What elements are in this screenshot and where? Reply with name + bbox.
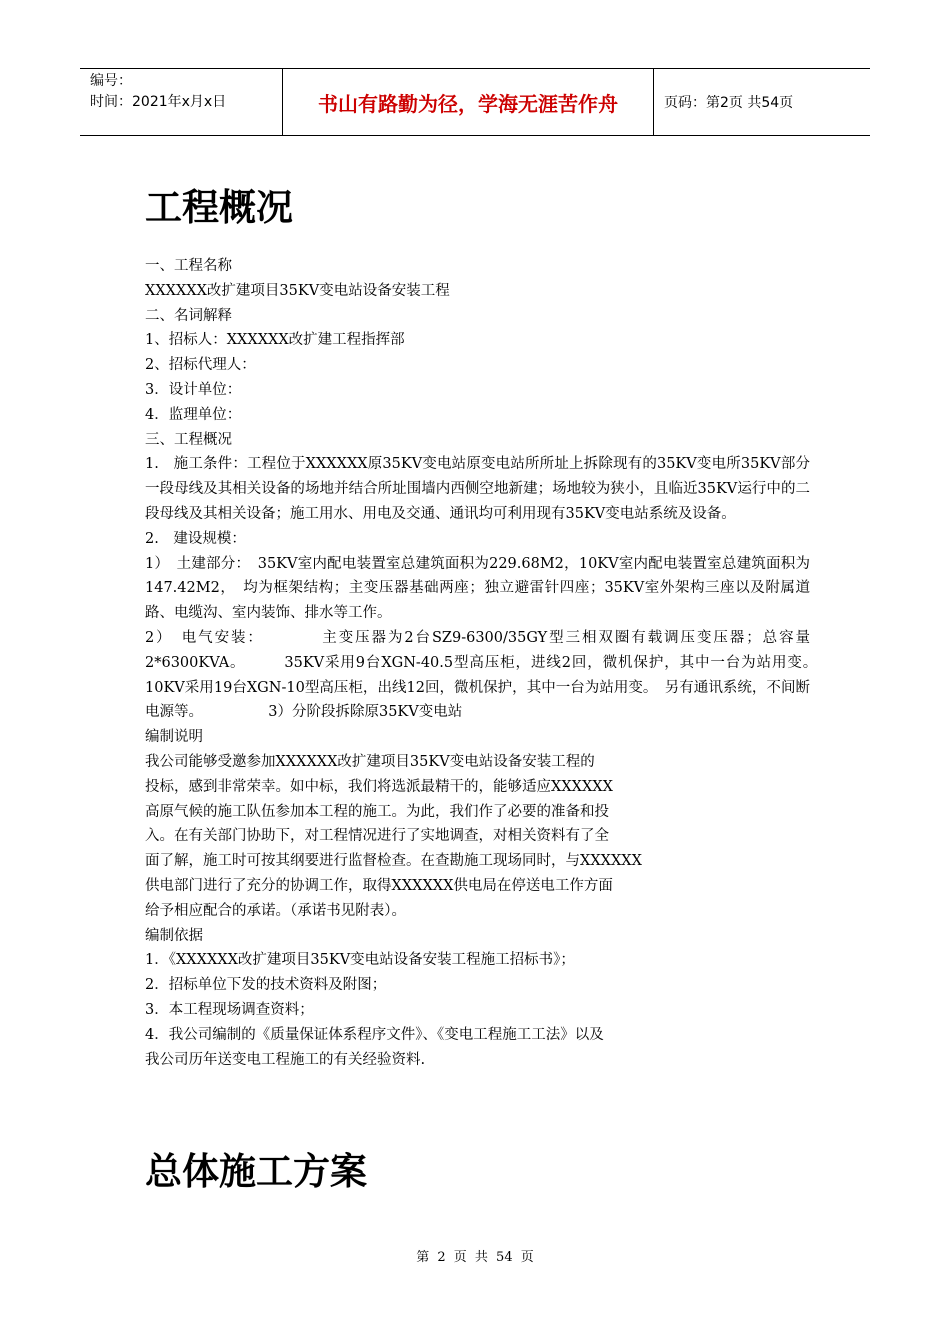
section-title-plan: 总体施工方案: [145, 1150, 367, 1193]
header-page-info: 页码：第2页 共54页: [664, 95, 794, 111]
paragraph: 2．招标单位下发的技术资料及附图；: [145, 977, 387, 994]
paragraph: 1．《XXXXXX改扩建项目35KV变电站设备安装工程施工招标书》；: [145, 952, 575, 969]
paragraph: 2） 电气安装： 主变压器为2台SZ9-6300/35GY型三相双圈有载调压变压器；总容量2*6300KVA。 35KV采用9台XGN-40.5型高压柜，进线2回，微机保护，其中一台为站用变。 10KV采用19台XGN-10型高压柜，出线12回，微机保护，其中一台为站用变。 另有通讯系统，不间断电源等。 3）分阶段拆除原35KV变电站: [145, 629, 825, 721]
paragraph: 供电部门进行了充分的协调工作，取得XXXXXX供电局在停送电工作方面: [145, 877, 613, 894]
header-number: 编号：: [90, 73, 132, 89]
paragraph: 面了解，施工时可按其纲要进行监督检查。在查勘施工现场同时，与XXXXXX: [145, 853, 642, 870]
paragraph: XXXXXX改扩建项目35KV变电站设备安装工程: [145, 282, 450, 299]
paragraph: 我公司能够受邀参加XXXXXX改扩建项目35KV变电站设备安装工程的: [145, 753, 595, 770]
paragraph: 投标，感到非常荣幸。如中标，我们将选派最精干的，能够适应XXXXXX: [145, 778, 613, 795]
section-title-overview: 工程概况: [145, 186, 293, 229]
paragraph: 编制依据: [145, 927, 203, 944]
header-motto: 书山有路勤为径，学海无涯苦作舟: [282, 69, 654, 135]
header-meta: [80, 69, 282, 135]
paragraph: 入。在有关部门协助下，对工程情况进行了实地调查，对相关资料有了全: [145, 828, 609, 845]
paragraph: 编制说明: [145, 729, 203, 746]
document-body: [145, 254, 825, 1072]
paragraph: 2. 建设规模：: [145, 530, 246, 547]
page-header: [80, 68, 870, 136]
paragraph: 4．我公司编制的《质量保证体系程序文件》、《变电工程施工工法》以及: [145, 1026, 604, 1043]
paragraph: 二、名词解释: [145, 307, 232, 324]
paragraph: 4．监理单位：: [145, 406, 242, 423]
paragraph: 一、工程名称: [145, 258, 232, 274]
paragraph: 三、工程概况: [145, 431, 232, 448]
header-date: 时间：2021年x月x日: [90, 94, 227, 110]
paragraph: 给予相应配合的承诺。（承诺书见附表）。: [145, 902, 406, 919]
paragraph: 1. 施工条件：工程位于XXXXXX原35KV变电站原变电站所所址上拆除现有的35KV变电所35KV部分一段母线及其相关设备的场地并结合所址围墙内西侧空地新建；场地较为狭小，且临近35KV运行中的二段母线及其相关设备；施工用水、用电及交通、通讯均可利用现有35KV变电站系统及设备。: [145, 456, 810, 522]
page-footer: 第 2 页 共 54 页: [416, 1250, 534, 1265]
paragraph: 我公司历年送变电工程施工的有关经验资料.: [145, 1051, 426, 1068]
paragraph: 3．设计单位：: [145, 381, 242, 398]
paragraph: 2、招标代理人：: [145, 357, 256, 374]
paragraph: 1、招标人：XXXXXX改扩建工程指挥部: [145, 332, 405, 349]
paragraph: 1） 土建部分： 35KV室内配电装置室总建筑面积为229.68M2，10KV室内配电装置室总建筑面积为147.42M2， 均为框架结构；主变压器基础两座；独立避雷针四座；35KV室外架构三座以及附属道路、电缆沟、室内装饰、排水等工作。: [145, 555, 810, 622]
paragraph: 3．本工程现场调查资料；: [145, 1001, 314, 1018]
paragraph: 高原气候的施工队伍参加本工程的施工。为此，我们作了必要的准备和投: [145, 803, 609, 820]
